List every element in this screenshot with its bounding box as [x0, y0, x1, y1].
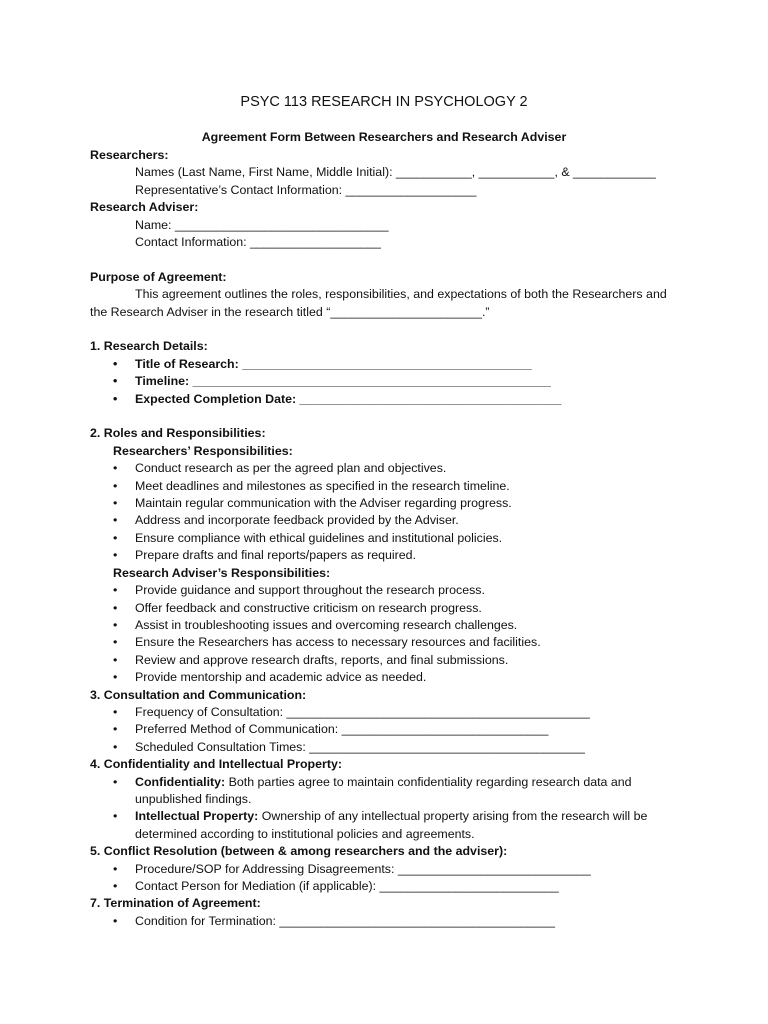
list-item-text: Maintain regular communication with the Adviser regarding progress.	[135, 496, 512, 511]
bullet-icon: •	[113, 478, 118, 493]
list-item-text	[135, 808, 680, 843]
bullet-icon: •	[113, 774, 118, 789]
bullet-icon: •	[113, 635, 118, 650]
list-item	[90, 373, 680, 390]
list-item	[90, 878, 680, 895]
list-item	[90, 652, 680, 669]
list-item	[90, 478, 680, 495]
bullet-icon: •	[113, 513, 118, 528]
bullet-icon: •	[113, 461, 118, 476]
bullet-icon: •	[113, 356, 118, 371]
spacer	[90, 251, 680, 268]
list-item-text: Address and incorporate feedback provided by the Adviser.	[135, 513, 459, 528]
conflict-heading: 5. Conflict Resolution (between & among researchers and the adviser):	[90, 844, 508, 859]
bullet-icon: •	[113, 879, 118, 894]
spacer	[90, 321, 680, 338]
bullet-icon: •	[113, 652, 118, 667]
research-title-field: Title of Research: __________________________________________	[135, 356, 532, 371]
list-item	[90, 669, 680, 686]
list-item-text: Conduct research as per the agreed plan and objectives.	[135, 461, 447, 476]
bullet-icon: •	[113, 583, 118, 598]
list-item-text: Provide guidance and support throughout the research process.	[135, 583, 485, 598]
list-item	[90, 634, 680, 651]
bullet-icon: •	[113, 617, 118, 632]
roles-heading: 2. Roles and Responsibilities:	[90, 426, 266, 441]
bullet-icon: •	[113, 374, 118, 389]
list-item-text: Meet deadlines and milestones as specified in the research timeline.	[135, 478, 510, 493]
list-item-text: Prepare drafts and final reports/papers as required.	[135, 548, 417, 563]
bullet-icon: •	[113, 861, 118, 876]
document-title: PSYC 113 RESEARCH IN PSYCHOLOGY 2	[240, 94, 528, 110]
document-body	[90, 147, 680, 930]
bullet-icon: •	[113, 809, 118, 824]
purpose-heading: Purpose of Agreement:	[90, 269, 227, 284]
list-item	[90, 617, 680, 634]
list-item	[90, 495, 680, 512]
confidentiality-heading: 4. Confidentiality and Intellectual Property:	[90, 757, 342, 772]
consultation-times-field: Scheduled Consultation Times: ________________________________________	[135, 739, 585, 754]
purpose-text: This agreement outlines the roles, responsibilities, and expectations of both the Researchers and the Research Adviser in the research titled “______________________.”	[90, 287, 667, 319]
completion-date-field: Expected Completion Date: ______________________________________	[135, 391, 562, 406]
list-item	[90, 391, 680, 408]
researchers-contact-field: Representative’s Contact Information: ___________________	[135, 182, 477, 197]
list-item	[90, 861, 680, 878]
ip-text: Ownership of any intellectual property arising from the research will be determined according to institutional policies and agreements.	[135, 809, 648, 841]
list-item	[90, 704, 680, 721]
list-item	[90, 460, 680, 477]
adviser-contact-field: Contact Information: ___________________	[135, 235, 381, 250]
timeline-field: Timeline: ____________________________________________________	[135, 374, 551, 389]
adviser-heading: Research Adviser:	[90, 200, 199, 215]
bullet-icon: •	[113, 548, 118, 563]
list-item-text: Provide mentorship and academic advice as needed.	[135, 670, 427, 685]
termination-condition-field: Condition for Termination: ________________________________________	[135, 913, 556, 928]
list-item	[90, 721, 680, 738]
list-item	[90, 774, 680, 809]
bullet-icon: •	[113, 670, 118, 685]
bullet-icon: •	[113, 739, 118, 754]
researchers-heading: Researchers:	[90, 148, 169, 162]
research-details-heading: 1. Research Details:	[90, 339, 208, 354]
bullet-icon: •	[113, 913, 118, 928]
researchers-responsibilities-heading: Researchers’ Responsibilities:	[113, 443, 293, 458]
bullet-icon: •	[113, 722, 118, 737]
list-item-text	[135, 774, 680, 809]
confidentiality-list	[90, 774, 680, 844]
mediation-contact-field: Contact Person for Mediation (if applicable): __________________________	[135, 879, 559, 894]
list-item-text: Ensure the Researchers has access to necessary resources and facilities.	[135, 635, 541, 650]
communication-method-field: Preferred Method of Communication: ______________________________	[135, 722, 549, 737]
list-item	[90, 600, 680, 617]
adviser-name-field: Name: _______________________________	[135, 217, 389, 232]
consultation-frequency-field: Frequency of Consultation: ____________________________________________	[135, 704, 590, 719]
conflict-list	[90, 861, 680, 896]
list-item-text: Ensure compliance with ethical guidelines and institutional policies.	[135, 530, 503, 545]
termination-heading: 7. Termination of Agreement:	[90, 896, 261, 911]
list-item	[90, 913, 680, 930]
bullet-icon: •	[113, 600, 118, 615]
confidentiality-text: Both parties agree to maintain confidentiality regarding research data and unpublished findings.	[135, 774, 632, 806]
disagreement-procedure-field: Procedure/SOP for Addressing Disagreements: ____________________________	[135, 861, 591, 876]
list-item-text: Assist in troubleshooting issues and overcoming research challenges.	[135, 617, 518, 632]
list-item	[90, 356, 680, 373]
bullet-icon: •	[113, 496, 118, 511]
consultation-heading: 3. Consultation and Communication:	[90, 687, 307, 702]
bullet-icon: •	[113, 530, 118, 545]
spacer	[90, 408, 680, 425]
confidentiality-label: Confidentiality:	[135, 774, 226, 789]
list-item	[90, 547, 680, 564]
researchers-responsibilities-list	[90, 460, 680, 564]
termination-list	[90, 913, 680, 930]
list-item	[90, 808, 680, 843]
document-subtitle: Agreement Form Between Researchers and Research Adviser	[201, 130, 567, 144]
list-item	[90, 582, 680, 599]
list-item	[90, 512, 680, 529]
list-item	[90, 530, 680, 547]
list-item	[90, 739, 680, 756]
research-details-list	[90, 356, 680, 408]
adviser-responsibilities-list	[90, 582, 680, 686]
bullet-icon: •	[113, 391, 118, 406]
purpose-paragraph	[90, 286, 680, 321]
list-item-text: Review and approve research drafts, reports, and final submissions.	[135, 652, 509, 667]
researchers-names-field: Names (Last Name, First Name, Middle Initial): ___________, ___________, & ____________	[135, 165, 656, 180]
adviser-responsibilities-heading: Research Adviser’s Responsibilities:	[113, 565, 331, 580]
list-item-text: Offer feedback and constructive criticism on research progress.	[135, 600, 482, 615]
ip-label: Intellectual Property:	[135, 809, 259, 824]
bullet-icon: •	[113, 704, 118, 719]
consultation-list	[90, 704, 680, 756]
